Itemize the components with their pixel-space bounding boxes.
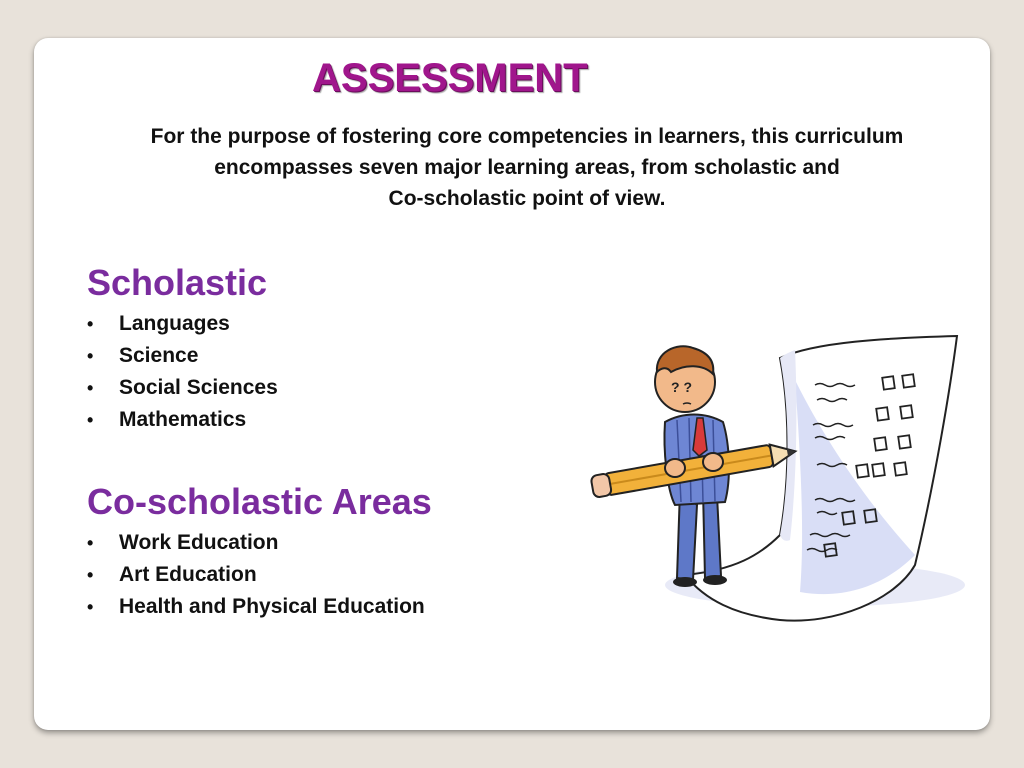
student-with-pencil-and-checklist-illustration (585, 330, 965, 630)
bullet-icon: • (87, 565, 94, 585)
bullet-icon: • (87, 597, 94, 617)
face-question-marks: ? ? (671, 379, 692, 395)
scholastic-heading: Scholastic (87, 262, 268, 303)
bullet-icon: • (87, 378, 94, 398)
intro-line: For the purpose of fostering core competencies in learners, this curriculum (150, 125, 904, 148)
scholastic-list (87, 308, 278, 436)
list-item-label: Mathematics (119, 408, 247, 431)
list-item (87, 404, 278, 436)
coscholastic-list (87, 527, 425, 623)
list-item-label: Social Sciences (119, 376, 278, 399)
list-item-label: Science (119, 344, 199, 367)
slide-title: ASSESSMENT (312, 56, 588, 100)
intro-paragraph (52, 121, 1002, 214)
list-item-label: Art Education (119, 563, 257, 586)
list-item-label: Languages (119, 312, 230, 335)
bullet-icon: • (87, 314, 94, 334)
list-item (87, 372, 278, 404)
intro-line: Co-scholastic point of view. (388, 187, 666, 210)
list-item (87, 527, 425, 559)
coscholastic-heading: Co-scholastic Areas (87, 481, 432, 522)
list-item-label: Work Education (119, 531, 279, 554)
intro-line: encompasses seven major learning areas, from scholastic and (214, 156, 840, 179)
list-item (87, 559, 425, 591)
list-item (87, 591, 425, 623)
bullet-icon: • (87, 533, 94, 553)
bullet-icon: • (87, 346, 94, 366)
list-item (87, 308, 278, 340)
bullet-icon: • (87, 410, 94, 430)
list-item-label: Health and Physical Education (119, 595, 425, 618)
list-item (87, 340, 278, 372)
